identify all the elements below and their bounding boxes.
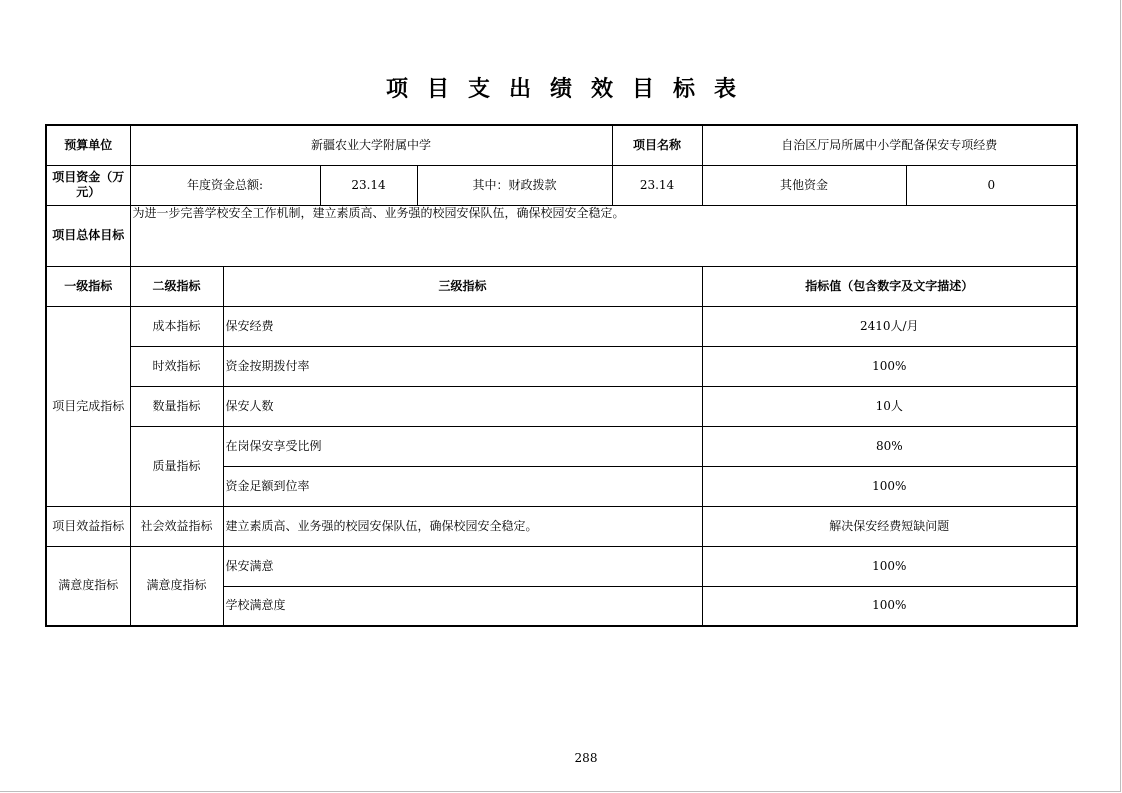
project-name-label: 项目名称	[612, 125, 702, 165]
timeliness-indicator-value: 100%	[702, 346, 1077, 386]
table-row	[46, 346, 1077, 386]
level2-header: 二级指标	[130, 266, 223, 306]
fiscal-funds-value: 23.14	[612, 165, 702, 205]
quantity-indicator-label: 数量指标	[130, 386, 223, 426]
table-row	[46, 386, 1077, 426]
quality-indicator-item: 在岗保安享受比例	[223, 426, 702, 466]
table-row	[46, 426, 1077, 466]
quality-indicator-label: 质量指标	[130, 426, 223, 506]
other-funds-value: 0	[906, 165, 1077, 205]
quantity-indicator-item: 保安人数	[223, 386, 702, 426]
budget-unit-row	[46, 125, 1077, 165]
quality-indicator-value: 80%	[702, 426, 1077, 466]
other-funds-label: 其他资金	[702, 165, 906, 205]
timeliness-indicator-item: 资金按期拨付率	[223, 346, 702, 386]
quality-indicator-value: 100%	[702, 466, 1077, 506]
timeliness-indicator-label: 时效指标	[130, 346, 223, 386]
overall-goal-label: 项目总体目标	[46, 205, 130, 266]
satisfaction-indicator-label: 满意度指标	[46, 546, 130, 626]
cost-indicator-value: 2410人/月	[702, 306, 1077, 346]
benefit-indicator-label: 项目效益指标	[46, 506, 130, 546]
quality-indicator-item: 资金足额到位率	[223, 466, 702, 506]
funds-row	[46, 165, 1077, 205]
column-header-row	[46, 266, 1077, 306]
level3-header: 三级指标	[223, 266, 702, 306]
level1-header: 一级指标	[46, 266, 130, 306]
satisfaction-item: 学校满意度	[223, 586, 702, 626]
social-benefit-value: 解决保安经费短缺问题	[702, 506, 1077, 546]
page-title: 项目支出绩效目标表	[385, 77, 755, 102]
fiscal-funds-label: 其中：财政拨款	[417, 165, 612, 205]
budget-unit-label: 预算单位	[46, 125, 130, 165]
page-number: 288	[574, 751, 598, 765]
satisfaction-value: 100%	[702, 546, 1077, 586]
value-header: 指标值（包含数字及文字描述）	[702, 266, 1077, 306]
project-name-value: 自治区厅局所属中小学配备保安专项经费	[702, 125, 1077, 165]
performance-goal-table	[45, 124, 1078, 627]
total-funds-label: 年度资金总额:	[130, 165, 320, 205]
quantity-indicator-value: 10人	[702, 386, 1077, 426]
table-row	[46, 546, 1077, 586]
social-benefit-label: 社会效益指标	[130, 506, 223, 546]
budget-unit-value: 新疆农业大学附属中学	[130, 125, 612, 165]
satisfaction-item: 保安满意	[223, 546, 702, 586]
table-row	[46, 306, 1077, 346]
total-funds-value: 23.14	[320, 165, 417, 205]
overall-goal-text: 为进一步完善学校安全工作机制，建立素质高、业务强的校园安保队伍，确保校园安全稳定。	[130, 205, 1077, 266]
cost-indicator-item: 保安经费	[223, 306, 702, 346]
overall-goal-row	[46, 205, 1077, 266]
satisfaction-value: 100%	[702, 586, 1077, 626]
table-row	[46, 506, 1077, 546]
social-benefit-item: 建立素质高、业务强的校园安保队伍，确保校园安全稳定。	[223, 506, 702, 546]
completion-indicator-label: 项目完成指标	[46, 306, 130, 506]
cost-indicator-label: 成本指标	[130, 306, 223, 346]
satisfaction-sub-label: 满意度指标	[130, 546, 223, 626]
funds-label: 项目资金（万元）	[46, 165, 130, 205]
